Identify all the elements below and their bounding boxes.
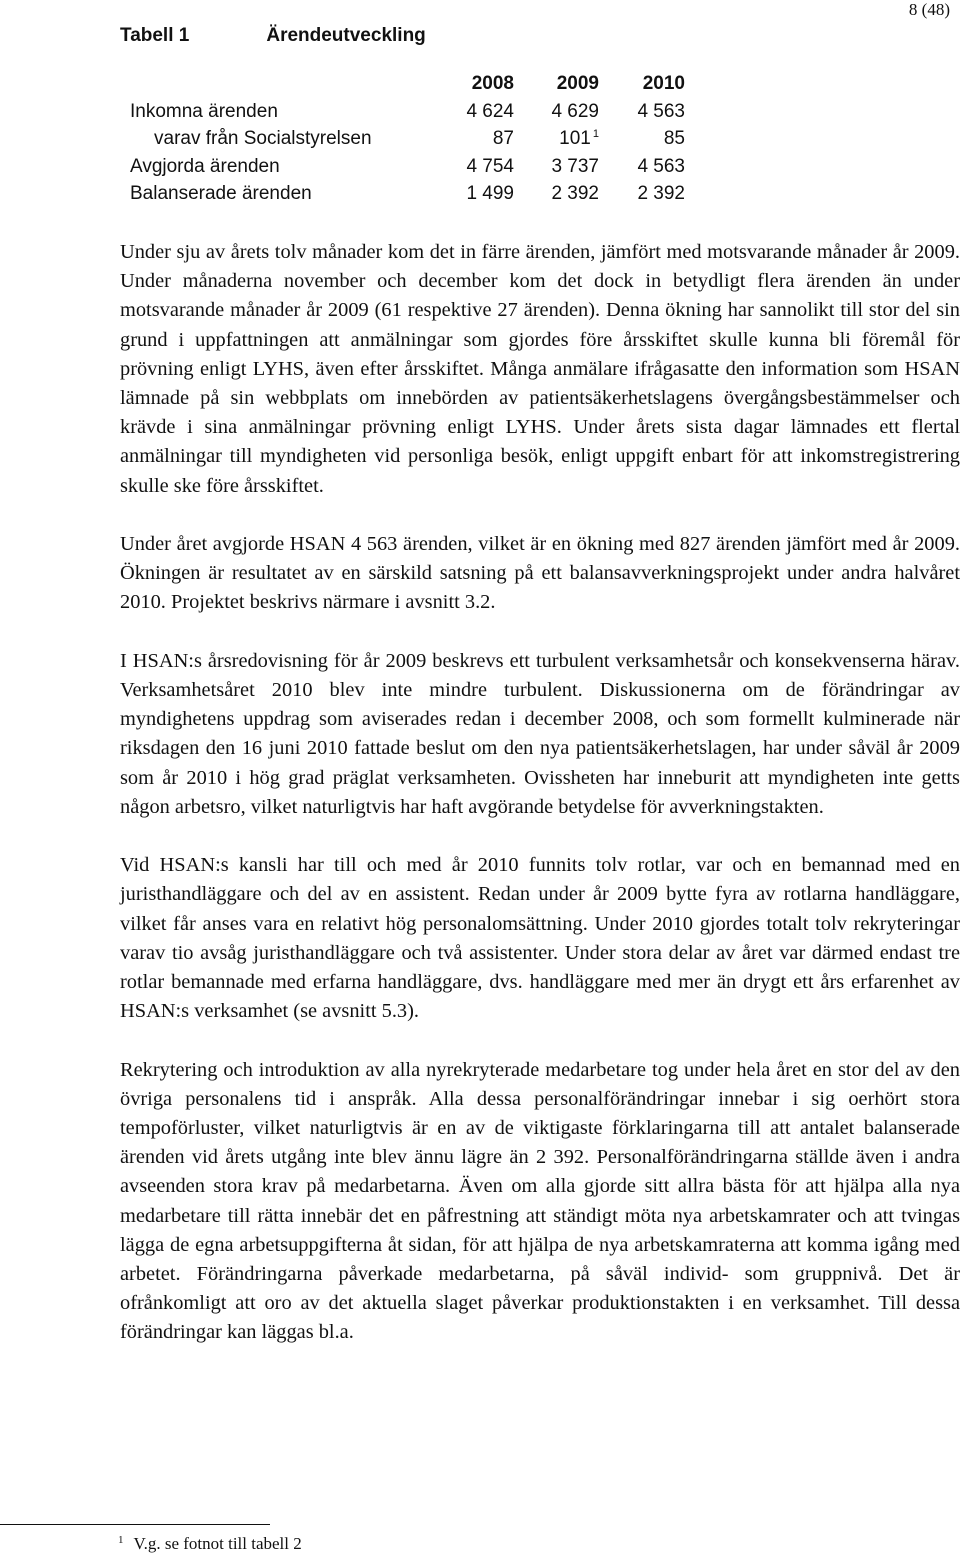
table-header-empty: [130, 70, 428, 98]
table-cell: 4 563: [637, 100, 685, 122]
row-label: varav från Socialstyrelsen: [154, 128, 372, 149]
table-cell: 87: [492, 128, 514, 149]
table-cell: 1 499: [466, 183, 514, 204]
paragraph: Under året avgjorde HSAN 4 563 ärenden, vilket är en ökning med 827 ärenden jämfört med år 2009. Ökningen är resultatet av en särskild satsning på ett balansavverkningsprojekt under andra halvåret 2010. Projektet beskrivs närmare i avsnitt 3.2.: [120, 533, 960, 614]
table-cell-with-footnote: [514, 125, 599, 153]
paragraph: Under sju av årets tolv månader kom det in färre ärenden, jämfört med motsvarande månader år 2009. Under månaderna november och december kom det dock in betydligt flera ärenden än under motsvarande månader år 2009 (61 respektive 27 ärenden). Denna ökning har sannolikt till stor del sin grund i uppfattningen att anmälningar som gjordes före årsskiftet skulle kunna bli föremål för prövning enligt LYHS, även efter årsskiftet. Många anmälare ifrågasatte den information som HSAN lämnade på sin webbplats om innebörden av patientsäkerhetslagens övergångsbestämmelser och krävde i sina anmälningar prövning enligt LYHS. Under årets sista dagar lämnades ett flertal anmälningar till myndigheten vid personliga besök, enligt uppgift enbart för att inkomstregistrering skulle ske före årsskiftet.: [120, 241, 960, 497]
column-header-2010: 2010: [642, 73, 685, 94]
table-cell-value: 101: [559, 128, 591, 149]
table-cell: 2 392: [551, 183, 599, 204]
table-cell: 2 392: [637, 183, 685, 204]
table-cell: 85: [663, 128, 685, 149]
table-row: [130, 153, 685, 181]
table-cell: 4 754: [466, 155, 514, 177]
column-header-2009: 2009: [556, 73, 599, 94]
table-heading: [120, 25, 426, 47]
table-cell: 4 624: [466, 100, 514, 122]
footnote-separator: [0, 1524, 270, 1525]
table-title: Ärendeutveckling: [266, 25, 426, 46]
row-label: Inkomna ärenden: [130, 100, 278, 122]
footnote-reference: 1: [592, 128, 599, 140]
row-label: Balanserade ärenden: [130, 183, 312, 204]
table-label: Tabell 1: [120, 25, 190, 46]
table-row: [130, 180, 685, 208]
footnote: [118, 1528, 302, 1556]
body-text: [120, 238, 960, 1348]
page-number: 8 (48): [908, 0, 950, 19]
table-row: [130, 125, 685, 153]
footnote-text: V.g. se fotnot till tabell 2: [133, 1534, 302, 1553]
column-header-2008: 2008: [471, 73, 514, 94]
table-row: [130, 98, 685, 126]
table-cell: 4 629: [551, 100, 599, 122]
table-cell: 3 737: [551, 155, 599, 177]
paragraph: Rekrytering och introduktion av alla nyrekryterade medarbetare tog under hela året en stor del av den övriga personalens tid i anspråk. Alla dessa personalförändringar innebar i sig oerhört stora tempoförluster, vilket naturligtvis är en av de viktigaste förklaringarna till att antalet balanserade ärenden vid årets utgång inte blev ännu lägre än 2 392. Personalförändringarna ställde även i andra avseenden stora krav på medarbetarna. Även om alla gjorde sitt allra bästa för att hjälpa alla nya medarbetare till rätta innebär det en påfrestning att ständigt möta nya arbetskamrater och att tvingas lägga de egna arbetsuppgifterna åt sidan, för att hjälpa de nya arbetskamraterna att komma igång med arbetet. Förändringarna påverkade medarbetarna, på såväl individ- som gruppnivå. Det är ofrånkomligt att oro av det aktuella slaget påverkar produktionstakten i en verksamhet. Till dessa förändringar kan läggas bl.a.: [120, 1058, 960, 1344]
footnote-marker: 1: [118, 1534, 124, 1546]
case-statistics-table: [130, 70, 685, 208]
row-label: Avgjorda ärenden: [130, 155, 280, 177]
table-header-row: [130, 70, 685, 98]
paragraph: I HSAN:s årsredovisning för år 2009 beskrevs ett turbulent verksamhetsår och konsekvenserna härav. Verksamhetsåret 2010 blev inte mindre turbulent. Diskussionerna om de förändringar av myndighetens uppdrag som aviserades redan i december 2008, och som formellt kulminerade när riksdagen den 16 juni 2010 fattade beslut om den nya patientsäkerhetslagen, har under såväl år 2009 som år 2010 i hög grad präglat verksamheten. Ovissheten har inneburit att myndigheten inte getts någon arbetsro, vilket naturligtvis har haft avgörande betydelse för avverkningstakten.: [120, 649, 960, 818]
paragraph: Vid HSAN:s kansli har till och med år 2010 funnits tolv rotlar, var och en bemannad med en juristhandläggare och del av en assistent. Redan under år 2009 bytte fyra av rotlarna handläggare, vilket får anses vara en relativt hög personalomsättning. Under 2010 gjordes totalt tolv rekryteringar varav tio avsåg juristhandläggare och två assistenter. Under stora delar av året var därmed endast tre rotlar bemannade med erfarna handläggare, dvs. handläggare med mer än drygt ett års erfarenhet av HSAN:s verksamhet (se avsnitt 5.3).: [120, 854, 960, 1023]
table-cell: 4 563: [637, 155, 685, 177]
